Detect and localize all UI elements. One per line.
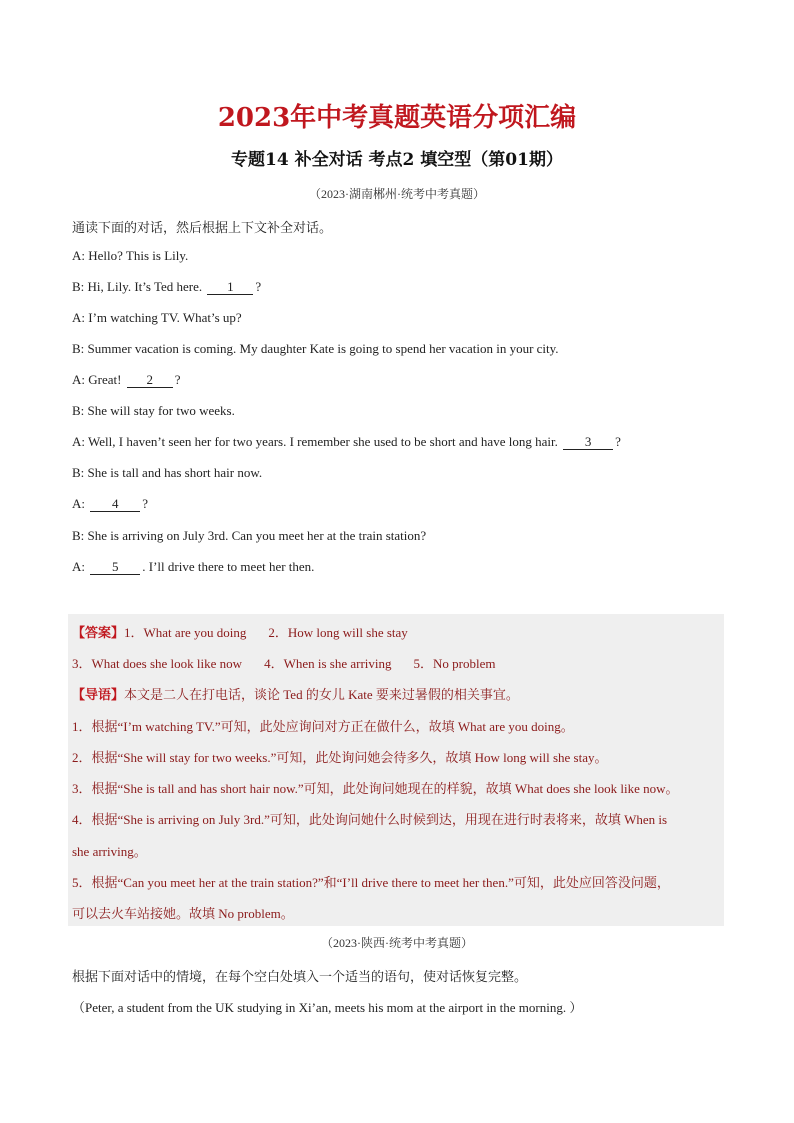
explanation-line: 2．根据“She will stay for two weeks.”可知，此处询问她会待多久，故填 How long will she stay。 — [72, 750, 608, 765]
question-source-2: （2023·陕西·统考中考真题） — [321, 936, 473, 950]
answer-label: 【答案】 — [72, 625, 125, 640]
explanation-line: she arriving。 — [72, 844, 147, 859]
blank-5: 5 — [90, 560, 140, 575]
instruction-2: 根据下面对话中的情境，在每个空白处填入一个适当的语句，使对话恢复完整。 — [72, 969, 528, 984]
dialogue-line: B: She is tall and has short hair now. — [72, 465, 263, 480]
blank-3: 3 — [563, 435, 613, 450]
dialogue-line: A: Great! 2 ? — [72, 372, 181, 387]
explanation-line: 5．根据“Can you meet her at the train station?”和“I’ll drive there to meet her then.”可知，此处应回答没问题， — [72, 875, 670, 890]
dialogue-line: A: I’m watching TV. What’s up? — [72, 310, 242, 325]
explanation-line: 可以去火车站接她。故填 No problem。 — [72, 906, 294, 921]
instruction-1: 通读下面的对话，然后根据上下文补全对话。 — [72, 220, 333, 235]
dialogue-line: B: She will stay for two weeks. — [72, 403, 235, 418]
dialogue-line: B: Hi, Lily. It’s Ted here. 1 ? — [72, 279, 262, 294]
blank-2: 2 — [127, 373, 173, 388]
blank-1: 1 — [207, 280, 253, 295]
scenario-text: （Peter, a student from the UK studying in Xi’an, meets his mom at the airport in the morning. ） — [72, 1000, 583, 1015]
page-subtitle: 专题14 补全对话 考点2 填空型（第01期） — [231, 150, 563, 170]
page-title: 2023年中考真题英语分项汇编 — [217, 103, 577, 133]
explanation-line: 1．根据“I’m watching TV.”可知，此处应询问对方正在做什么，故填 What are you doing。 — [72, 719, 574, 734]
question-source-1: （2023·湖南郴州·统考中考真题） — [309, 187, 485, 201]
answer-line-1: 【答案】1．What are you doing 2．How long will she stay — [72, 625, 408, 640]
answer-line-2: 3．What does she look like now 4．When is she arriving 5．No problem — [72, 656, 496, 671]
dialogue-line: B: Summer vacation is coming. My daughter Kate is going to spend her vacation in your city. — [72, 341, 559, 356]
dialogue-line: A: 5 . I’ll drive there to meet her then. — [72, 559, 315, 574]
dialogue-line: A: Hello? This is Lily. — [72, 248, 189, 263]
dialogue-line: A: 4 ? — [72, 496, 149, 511]
dialogue-line: B: She is arriving on July 3rd. Can you meet her at the train station? — [72, 528, 427, 543]
blank-4: 4 — [90, 497, 140, 512]
explanation-line: 3．根据“She is tall and has short hair now.”可知，此处询问她现在的样貌，故填 What does she look like now。 — [72, 781, 679, 796]
guide-line: 【导语】本文是二人在打电话，谈论 Ted 的女儿 Kate 要来过暑假的相关事宜。 — [72, 687, 519, 702]
dialogue-line: A: Well, I haven’t seen her for two years. I remember she used to be short and have long hair. 3 ? — [72, 434, 621, 449]
guide-label: 【导语】 — [72, 687, 125, 702]
explanation-line: 4．根据“She is arriving on July 3rd.”可知，此处询问她什么时候到达，用现在进行时表将来，故填 When is — [72, 812, 668, 827]
